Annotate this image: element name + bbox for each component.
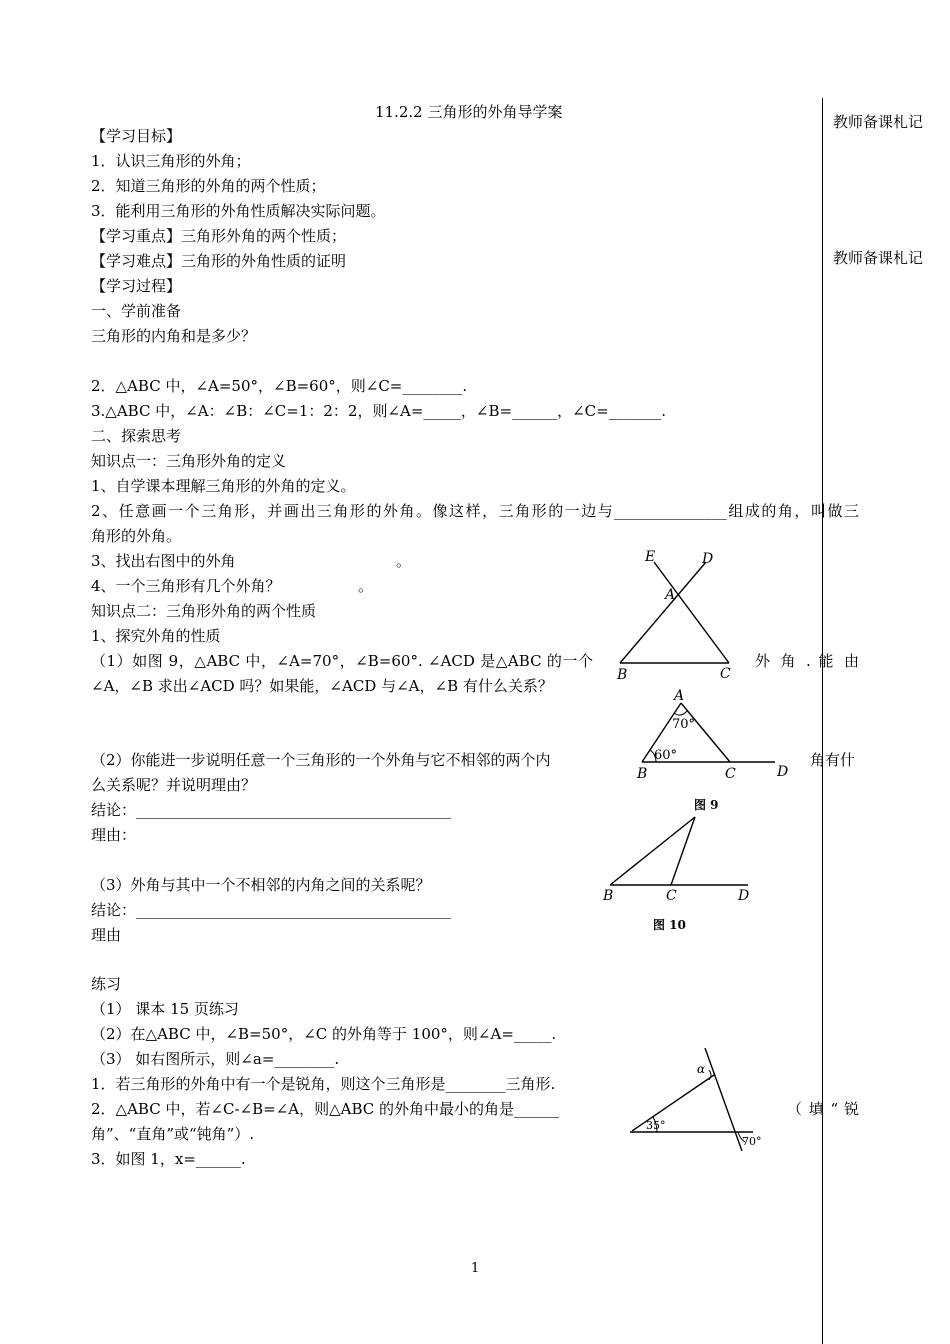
reason-label: 理由 [91, 926, 122, 944]
label-e: E [645, 549, 656, 565]
section-heading-key-points: 【学习重点】三角形外角的两个性质； [91, 227, 347, 245]
label-c: C [720, 666, 731, 682]
figure-triangle-exterior-angles [605, 545, 755, 685]
text-line: 3．能利用三角形的外角性质解决实际问题。 [91, 202, 386, 220]
conclusion-line: 结论：__________________________________________ [91, 901, 452, 919]
subsection-heading: 知识点二：三角形外角的两个性质 [91, 602, 317, 620]
line-ec [654, 562, 729, 663]
question-text: 2．△ABC 中，∠A=50°，∠B=60°，则∠C=________. [91, 377, 468, 395]
question-text: （2）你能进一步说明任意一个三角形的一个外角与它不相邻的两个内 [91, 751, 551, 769]
section-heading: 二、探索思考 [91, 427, 182, 445]
exercise-text: 2．△ABC 中，若∠C-∠B=∠A，则△ABC 的外角中最小的角是______ [91, 1100, 560, 1118]
section-heading-objectives: 【学习目标】 [91, 127, 182, 145]
angle-label-b: 60° [654, 748, 678, 763]
text-line: 。 [358, 577, 374, 595]
label-b: B [603, 888, 614, 904]
exercise-text: 3．如图 1，x=______. [91, 1150, 246, 1168]
angle-label-a: 70° [672, 717, 696, 732]
label-d: D [702, 551, 714, 567]
line-side [632, 1075, 714, 1131]
label-c: C [725, 766, 736, 782]
label-d: D [738, 888, 750, 904]
exercise-text: （1） 课本 15 页练习 [91, 1000, 239, 1018]
figure-exercise-angle [625, 1045, 770, 1155]
exercise-text: （3） 如右图所示，则∠a=________. [91, 1050, 340, 1068]
figure-caption: 图 10 [653, 918, 686, 932]
line-ac [681, 703, 730, 762]
line-ab [610, 817, 695, 885]
question-text: 角有什 [810, 751, 856, 769]
figure-9 [630, 685, 800, 815]
label-d: D [777, 764, 789, 780]
exercise-text: （ 填 “ 锐 [787, 1100, 859, 1118]
exercise-text: 1．若三角形的外角中有一个是锐角，则这个三角形是________三角形. [91, 1075, 556, 1093]
section-heading-difficulties: 【学习难点】三角形的外角性质的证明 [91, 252, 347, 270]
text-line: 2．知道三角形的外角的两个性质； [91, 177, 326, 195]
text-line: 2、任意画一个三角形，并画出三角形的外角。像这样，三角形的一边与_______________组成的角，叫做三 [91, 502, 859, 520]
page-title: 11.2.2 三角形的外角导学案 [375, 103, 563, 121]
question-text: （3）外角与其中一个不相邻的内角之间的关系呢？ [91, 876, 431, 894]
text-line: 1、探究外角的性质 [91, 627, 221, 645]
question-text: 三角形的内角和是多少？ [91, 327, 257, 345]
question-text: （1）如图 9，△ABC 中，∠A=70°，∠B=60°. ∠ACD 是△ABC 的一个 [91, 652, 593, 670]
text-line: 3、找出右图中的外角 [91, 552, 236, 570]
teacher-notes-label: 教师备课札记 [833, 249, 924, 267]
figure-10 [598, 810, 763, 935]
label-b: B [637, 766, 648, 782]
text-line: 。 [396, 552, 412, 570]
exercise-text: （2）在△ABC 中，∠B=50°，∠C 的外角等于 100°，则∠A=_____. [91, 1025, 557, 1043]
label-c: C [666, 888, 677, 904]
question-text: ∠A，∠B 求出∠ACD 吗？如果能，∠ACD 与∠A，∠B 有什么关系？ [91, 677, 553, 695]
line-transversal [705, 1048, 742, 1151]
section-heading-practice: 练习 [91, 975, 122, 993]
section-heading-process: 【学习过程】 [91, 277, 182, 295]
label-a: A [665, 587, 676, 603]
figure-caption: 图 9 [694, 798, 719, 812]
angle-label-35: 35° [646, 1119, 666, 1132]
margin-divider [822, 98, 823, 1344]
question-text: 3.△ABC 中，∠A：∠B：∠C=1：2：2，则∠A=_____，∠B=______，∠C=_______. [91, 402, 666, 420]
reason-label: 理由： [91, 826, 137, 844]
text-line: 4、一个三角形有几个外角？ [91, 577, 281, 595]
exercise-text: 角”、“直角”或“钝角”）. [91, 1125, 255, 1143]
subsection-heading: 知识点一：三角形外角的定义 [91, 452, 287, 470]
angle-label-70: 70° [742, 1135, 762, 1148]
question-text: 外 角 . 能 由 [755, 652, 859, 670]
page-number: 1 [471, 1261, 480, 1276]
text-line: 1．认识三角形的外角； [91, 152, 251, 170]
conclusion-line: 结论：__________________________________________ [91, 801, 452, 819]
question-text: 么关系呢？并说明理由？ [91, 776, 257, 794]
label-alpha: α [697, 1062, 706, 1076]
teacher-notes-label: 教师备课札记 [833, 113, 924, 131]
label-a: A [674, 688, 685, 704]
section-heading: 一、学前准备 [91, 302, 182, 320]
text-line: 角形的外角。 [91, 527, 182, 545]
line-db [620, 562, 706, 663]
text-line: 1、自学课本理解三角形的外角的定义。 [91, 477, 356, 495]
label-b: B [617, 667, 628, 683]
